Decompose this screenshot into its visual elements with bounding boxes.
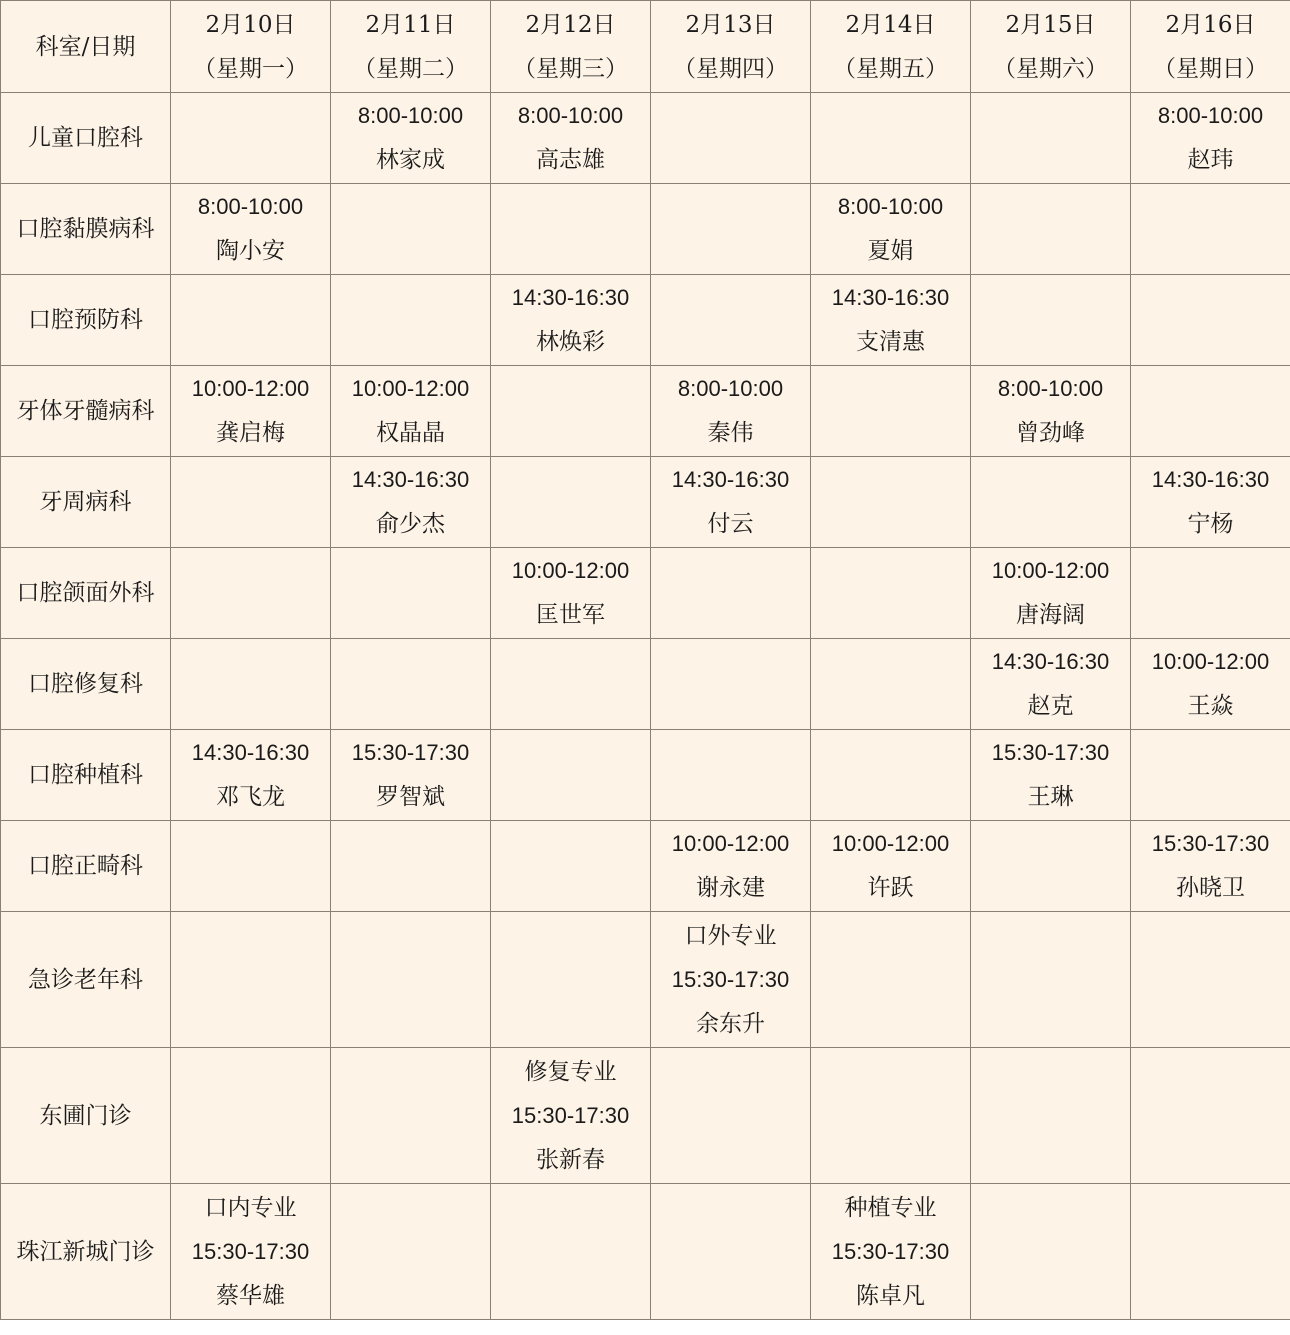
doctor-name: 林家成 — [376, 147, 445, 173]
department-cell: 东圃门诊 — [1, 1048, 171, 1184]
time-slot: 15:30-17:30 — [511, 1102, 630, 1128]
schedule-cell — [331, 93, 491, 184]
department-cell: 牙体牙髓病科 — [1, 366, 171, 457]
schedule-cell — [1131, 821, 1290, 912]
doctor-name: 蔡华雄 — [216, 1282, 285, 1309]
time-slot: 15:30-17:30 — [191, 1238, 310, 1264]
schedule-cell — [971, 184, 1131, 275]
doctor-name: 许跃 — [867, 875, 914, 901]
schedule-cell — [491, 366, 651, 457]
schedule-cell — [651, 184, 811, 275]
doctor-name: 权晶晶 — [376, 420, 445, 446]
day-weekday: （星期五） — [833, 55, 948, 82]
time-slot: 10:00-12:00 — [831, 831, 950, 856]
day-header — [331, 1, 491, 93]
specialty-label: 口内专业 — [204, 1194, 297, 1221]
schedule-cell — [491, 912, 651, 1048]
time-slot: 15:30-17:30 — [351, 740, 470, 765]
day-header — [811, 1, 971, 93]
table-row — [1, 1184, 1290, 1320]
doctor-name: 谢永建 — [696, 875, 765, 901]
schedule-cell — [331, 912, 491, 1048]
doctor-name: 匡世军 — [536, 602, 605, 628]
schedule-cell — [971, 821, 1131, 912]
schedule-cell — [171, 184, 331, 275]
schedule-cell — [1131, 548, 1290, 639]
time-slot: 15:30-17:30 — [671, 966, 790, 992]
table-row — [1, 93, 1290, 184]
schedule-cell — [1131, 275, 1290, 366]
department-cell: 口腔黏膜病科 — [1, 184, 171, 275]
schedule-cell — [171, 1048, 331, 1184]
schedule-cell — [811, 639, 971, 730]
schedule-cell — [331, 730, 491, 821]
doctor-name: 陶小安 — [216, 238, 285, 264]
doctor-name: 秦伟 — [707, 420, 754, 446]
schedule-cell — [811, 366, 971, 457]
day-weekday: （星期三） — [513, 55, 628, 82]
schedule-cell — [331, 821, 491, 912]
schedule-cell — [971, 93, 1131, 184]
schedule-cell — [651, 457, 811, 548]
schedule-cell — [331, 548, 491, 639]
schedule-cell — [491, 457, 651, 548]
schedule-cell — [491, 184, 651, 275]
department-cell: 牙周病科 — [1, 457, 171, 548]
schedule-cell — [491, 730, 651, 821]
time-slot: 14:30-16:30 — [1151, 467, 1270, 492]
schedule-cell — [491, 1184, 651, 1320]
schedule-cell — [491, 821, 651, 912]
day-date: 2月14日 — [845, 11, 936, 38]
header-row — [1, 1, 1290, 93]
doctor-name: 赵玮 — [1187, 147, 1234, 173]
schedule-cell — [971, 639, 1131, 730]
time-slot: 8:00-10:00 — [1157, 103, 1264, 128]
doctor-name: 张新春 — [536, 1146, 605, 1173]
schedule-cell — [171, 1184, 331, 1320]
department-cell: 口腔预防科 — [1, 275, 171, 366]
schedule-cell — [651, 548, 811, 639]
day-date: 2月11日 — [365, 11, 456, 38]
schedule-cell — [331, 1048, 491, 1184]
day-weekday: （星期二） — [353, 55, 468, 82]
doctor-name: 罗智斌 — [376, 784, 445, 810]
schedule-cell — [971, 912, 1131, 1048]
schedule-cell — [171, 821, 331, 912]
doctor-name: 赵克 — [1027, 693, 1074, 719]
schedule-cell — [811, 275, 971, 366]
table-row — [1, 1048, 1290, 1184]
schedule-cell — [171, 93, 331, 184]
schedule-cell — [491, 639, 651, 730]
schedule-body — [1, 93, 1290, 1320]
department-cell: 口腔修复科 — [1, 639, 171, 730]
schedule-cell — [971, 1048, 1131, 1184]
schedule-cell — [971, 275, 1131, 366]
time-slot: 8:00-10:00 — [197, 194, 304, 219]
schedule-cell — [811, 730, 971, 821]
doctor-name: 夏娟 — [867, 238, 914, 264]
department-cell: 口腔种植科 — [1, 730, 171, 821]
time-slot: 14:30-16:30 — [991, 649, 1110, 674]
schedule-cell — [811, 93, 971, 184]
table-row — [1, 912, 1290, 1048]
schedule-cell — [651, 1184, 811, 1320]
schedule-cell — [651, 912, 811, 1048]
day-weekday: （星期一） — [193, 55, 308, 82]
day-date: 2月12日 — [525, 11, 616, 38]
schedule-cell — [171, 912, 331, 1048]
schedule-cell — [1131, 639, 1290, 730]
time-slot: 14:30-16:30 — [831, 285, 950, 310]
schedule-cell — [1131, 1048, 1290, 1184]
doctor-name: 曾劲峰 — [1016, 420, 1085, 446]
time-slot: 8:00-10:00 — [357, 103, 464, 128]
schedule-cell — [171, 366, 331, 457]
time-slot: 10:00-12:00 — [991, 558, 1110, 583]
time-slot: 14:30-16:30 — [671, 467, 790, 492]
schedule-cell — [1131, 457, 1290, 548]
specialty-label: 修复专业 — [524, 1058, 617, 1085]
table-row — [1, 457, 1290, 548]
schedule-cell — [971, 548, 1131, 639]
specialty-label: 种植专业 — [844, 1194, 937, 1221]
schedule-cell — [811, 1048, 971, 1184]
schedule-cell — [1131, 912, 1290, 1048]
time-slot: 10:00-12:00 — [1151, 649, 1270, 674]
schedule-cell — [1131, 93, 1290, 184]
table-row — [1, 275, 1290, 366]
doctor-name: 高志雄 — [536, 147, 605, 173]
schedule-cell — [331, 457, 491, 548]
schedule-cell — [651, 93, 811, 184]
time-slot: 8:00-10:00 — [997, 376, 1104, 401]
department-cell: 儿童口腔科 — [1, 93, 171, 184]
doctor-name: 陈卓凡 — [856, 1282, 925, 1309]
schedule-cell — [651, 821, 811, 912]
day-date: 2月10日 — [205, 11, 296, 38]
schedule-cell — [811, 912, 971, 1048]
schedule-cell — [1131, 366, 1290, 457]
schedule-cell — [811, 184, 971, 275]
time-slot: 8:00-10:00 — [677, 376, 784, 401]
schedule-cell — [331, 366, 491, 457]
doctor-name: 支清惠 — [856, 329, 925, 355]
schedule-cell — [491, 93, 651, 184]
table-row — [1, 184, 1290, 275]
day-weekday: （星期日） — [1153, 55, 1268, 82]
corner-header: 科室/日期 — [1, 1, 171, 93]
schedule-cell — [491, 275, 651, 366]
schedule-cell — [971, 457, 1131, 548]
schedule-cell — [171, 548, 331, 639]
schedule-cell — [331, 184, 491, 275]
doctor-name: 付云 — [707, 511, 754, 537]
time-slot: 14:30-16:30 — [191, 740, 310, 765]
doctor-name: 邓飞龙 — [216, 784, 285, 810]
time-slot: 14:30-16:30 — [351, 467, 470, 492]
schedule-cell — [651, 366, 811, 457]
time-slot: 10:00-12:00 — [511, 558, 630, 583]
doctor-name: 宁杨 — [1187, 511, 1234, 537]
schedule-cell — [971, 1184, 1131, 1320]
schedule-cell — [811, 548, 971, 639]
time-slot: 10:00-12:00 — [191, 376, 310, 401]
schedule-cell — [651, 275, 811, 366]
schedule-cell — [811, 1184, 971, 1320]
schedule-cell — [971, 730, 1131, 821]
schedule-cell — [331, 1184, 491, 1320]
table-row — [1, 821, 1290, 912]
day-header — [651, 1, 811, 93]
department-cell: 珠江新城门诊 — [1, 1184, 171, 1320]
time-slot: 8:00-10:00 — [517, 103, 624, 128]
doctor-name: 王琳 — [1027, 784, 1074, 810]
department-cell: 急诊老年科 — [1, 912, 171, 1048]
day-header — [171, 1, 331, 93]
doctor-name: 龚启梅 — [216, 420, 285, 446]
schedule-cell — [1131, 184, 1290, 275]
schedule-cell — [171, 457, 331, 548]
day-date: 2月13日 — [685, 11, 776, 38]
time-slot: 14:30-16:30 — [511, 285, 630, 310]
schedule-cell — [971, 366, 1131, 457]
schedule-cell — [171, 639, 331, 730]
table-row — [1, 548, 1290, 639]
schedule-cell — [171, 730, 331, 821]
time-slot: 15:30-17:30 — [991, 740, 1110, 765]
schedule-cell — [651, 639, 811, 730]
time-slot: 15:30-17:30 — [831, 1238, 950, 1264]
day-header — [971, 1, 1131, 93]
time-slot: 10:00-12:00 — [671, 831, 790, 856]
doctor-name: 俞少杰 — [376, 511, 445, 537]
day-weekday: （星期四） — [673, 55, 788, 82]
doctor-name: 余东升 — [696, 1010, 765, 1037]
day-date: 2月15日 — [1005, 11, 1096, 38]
day-header — [1131, 1, 1290, 93]
schedule-cell — [331, 639, 491, 730]
schedule-cell — [1131, 1184, 1290, 1320]
department-cell: 口腔正畸科 — [1, 821, 171, 912]
doctor-name: 孙晓卫 — [1176, 875, 1245, 901]
doctor-name: 唐海阔 — [1016, 602, 1085, 628]
table-row — [1, 366, 1290, 457]
schedule-cell — [331, 275, 491, 366]
time-slot: 8:00-10:00 — [837, 194, 944, 219]
schedule-cell — [1131, 730, 1290, 821]
schedule-cell — [171, 275, 331, 366]
schedule-cell — [651, 730, 811, 821]
schedule-cell — [651, 1048, 811, 1184]
specialty-label: 口外专业 — [684, 922, 777, 949]
time-slot: 10:00-12:00 — [351, 376, 470, 401]
schedule-cell — [811, 457, 971, 548]
doctor-name: 林焕彩 — [536, 329, 605, 355]
time-slot: 15:30-17:30 — [1151, 831, 1270, 856]
day-weekday: （星期六） — [993, 55, 1108, 82]
schedule-cell — [811, 821, 971, 912]
schedule-cell — [491, 1048, 651, 1184]
schedule-cell — [491, 548, 651, 639]
department-cell: 口腔颌面外科 — [1, 548, 171, 639]
table-row — [1, 730, 1290, 821]
day-date: 2月16日 — [1165, 11, 1256, 38]
doctor-name: 王焱 — [1187, 693, 1234, 719]
table-row — [1, 639, 1290, 730]
day-header — [491, 1, 651, 93]
